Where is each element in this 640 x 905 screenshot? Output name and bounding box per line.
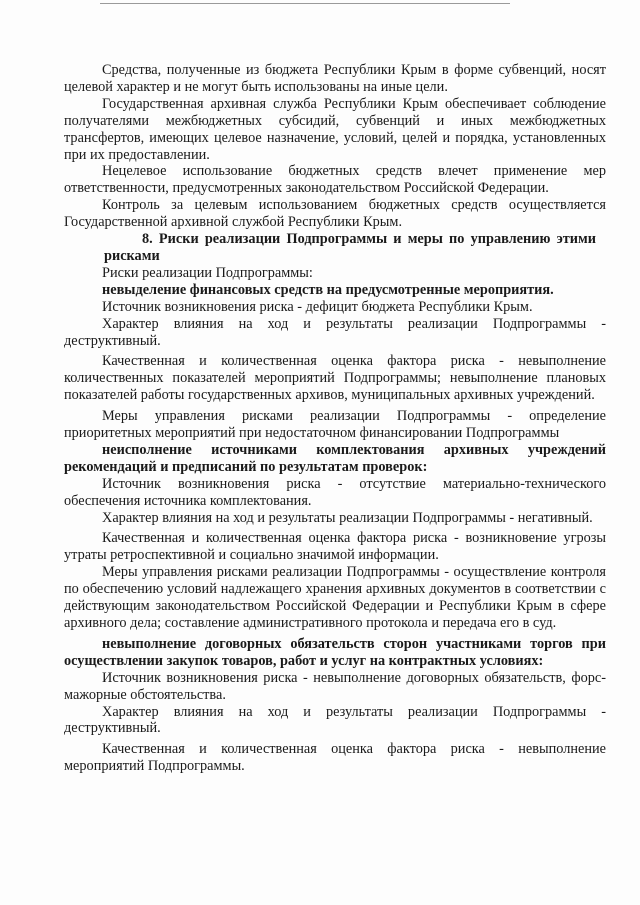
risk3-assessment: Качественная и количественная оценка фактора риска - невыполнение мероприятий Подпрограммы. (64, 741, 606, 775)
top-rule (100, 3, 510, 4)
risk2-title: неисполнение источниками комплектования архивных учреждений рекомендаций и предписаний по результатам проверок: (64, 441, 606, 475)
risk3-title: невыполнение договорных обязательств сторон участниками торгов при осуществлении закупок товаров, работ и услуг на контрактных условиях: (64, 635, 606, 669)
risk1-measures: Меры управления рисками реализации Подпрограммы - определение приоритетных мероприятий при недостаточном финансировании Подпрограммы (64, 408, 606, 442)
risk3-source: Источник возникновения риска - невыполнение договорных обязательств, форс-мажорные обстоятельства. (64, 669, 606, 703)
paragraph-subventions: Средства, полученные из бюджета Республики Крым в форме субвенций, носят целевой характер и не могут быть использованы на иные цели. (64, 62, 606, 95)
risk1-character: Характер влияния на ход и результаты реализации Подпрограммы - деструктивный. (64, 315, 606, 349)
risk2-source: Источник возникновения риска - отсутствие материально-технического обеспечения источника комплектования. (64, 475, 606, 509)
paragraph-misuse-liability: Нецелевое использование бюджетных средств влечет применение мер ответственности, предусмотренных законодательством Российской Федерации. (64, 163, 606, 197)
risk1-title: невыделение финансовых средств на предусмотренные мероприятия. (102, 281, 554, 298)
risk2-character: Характер влияния на ход и результаты реализации Подпрограммы - негативный. (102, 509, 593, 526)
document-body (64, 62, 606, 775)
paragraph-control: Контроль за целевым использованием бюджетных средств осуществляется Государственной архивной службой Республики Крым. (64, 197, 606, 231)
risk1-assessment: Качественная и количественная оценка фактора риска - невыполнение количественных показателей мероприятий Подпрограммы; невыполнение плановых показателей работы государственных архивов, муниципальных архивных учреждений. (64, 353, 606, 404)
paragraph-archive-service-compliance: Государственная архивная служба Республики Крым обеспечивает соблюдение получателями межбюджетных субсидий, субвенций и иных межбюджетных трансфертов, имеющих целевое назначение, условий, целей и порядка, установленных при их предоставлении. (64, 95, 606, 163)
section-heading: 8. Риски реализации Подпрограммы и меры по управлению этими рисками (104, 231, 596, 264)
risks-intro: Риски реализации Подпрограммы: (102, 264, 313, 281)
risk2-measures: Меры управления рисками реализации Подпрограммы - осуществление контроля по обеспечению условий надлежащего хранения архивных документов в соответствии с действующим законодательством Российской Федерации и Республики Крым в сфере архивного дела; составление административного протокола и передача его в суд. (64, 564, 606, 631)
risk2-assessment: Качественная и количественная оценка фактора риска - возникновение угрозы утраты ретроспективной и социально значимой информации. (64, 530, 606, 564)
risk3-character: Характер влияния на ход и результаты реализации Подпрограммы - деструктивный. (64, 703, 606, 737)
risk1-source: Источник возникновения риска - дефицит бюджета Республики Крым. (102, 298, 533, 315)
